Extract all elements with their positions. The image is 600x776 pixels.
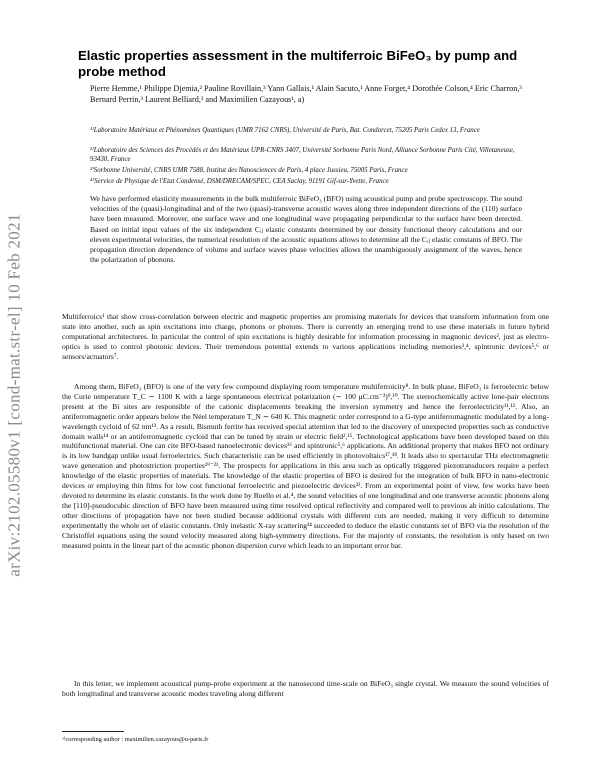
affiliation-2: ²⁾Laboratoire des Sciences des Procédés et des Matériaux UPR-CNRS 3407, Université Sorbonne Paris Nord, Alliance Sorbonne Paris Cité, Villetaneuse, 93430, France: [90, 147, 515, 163]
paragraph-intro: Multiferroics¹ that show cross-correlation between electric and magnetic properties are promising materials for devices that transform information from one state into another, such as spin excitations into charge, phonons or photons. There is currently an emerging trend to use these materials in future hybrid computational architectures. In particular the control of spin excitations is highly desirable for information processing in magnonic devices², just as electro-optics is used to control photonic devices. Their tremendous potential extends to various applications including memories³,⁴, spintronic devices⁵,⁶ or sensors/actuators⁷.: [62, 312, 549, 361]
footnote-corresponding-author: ᵃ⁾corresponding author : maximilien.cazayous@u-paris.fr: [62, 736, 209, 743]
affiliation-1: ¹⁾Laboratoire Matériaux et Phénomènes Quantiques (UMR 7162 CNRS), Université de Paris, Bat. Condorcet, 75205 Paris Cedex 13, France: [90, 127, 480, 134]
arxiv-identifier: [4, 160, 26, 630]
paragraph-letter: In this letter, we implement acoustical pump-probe experiment at the nanosecond time-scale on BiFeO₃ single crystal. We measure the sound velocities of both longitudinal and transverse acoustic modes traveling along different: [62, 679, 549, 698]
abstract: We have performed elasticity measurements in the bulk multiferroic BiFeO₃ (BFO) using acoustical pump and probe spectroscopy. The sound velocities of the (quasi)-longitudinal and of the two (quasi)-transverse acoustic waves along three independent directions of the (110) surface have been measured. Moreover, one surface wave and one longitudinal wave propagating perpendicular to the surface have been detected. Based on initial input values of the six independent Cᵢⱼ elastic constants determined by our density functional theory calculations and our eleven experimental velocities, the numerical resolution of the acoustic equations allows to determine all the Cᵢⱼ elastic constants of BFO. The propagation direction dependence of volume and surface waves phase velocities allows the unambiguously assignment of the waves, hence the polarization of phonons.: [90, 194, 522, 265]
author-list: Pierre Hemme,¹ Philippe Djemia,² Pauline Rovillain,³ Yann Gallais,¹ Alain Sacuto,¹ Anne Forget,⁴ Dorothée Colson,⁴ Eric Charron,³ Bernard Perrin,³ Laurent Belliard,³ and Maximilien Cazayous¹, a): [90, 84, 522, 104]
arxiv-identifier-text: arXiv:2102.05580v1 [cond-mat.str-el] 10 Feb 2021: [5, 213, 25, 577]
affiliation-3: ³⁾Sorbonne Université, CNRS UMR 7588, Institut des Nanosciences de Paris, 4 place Jussieu, 75005 Paris, France: [90, 167, 408, 174]
paper-title: Elastic properties assessment in the multiferroic BiFeO₃ by pump and probe method: [78, 48, 518, 79]
paragraph-bfo: Among them, BiFeO₃ (BFO) is one of the very few compound displaying room temperature multiferroicity⁸. In bulk phase, BiFeO₃ is ferroelectric below the Curie temperature T_C ∼ 1100 K with a large spontaneous electrical polarization (∼ 100 μC.cm⁻²)⁹,¹⁰. The stereochemically active lone-pair electrons present at the Bi sites are responsible of the cationic displacements breaking the inversion symmetry and hence the ferroelectricity¹¹,¹². Also, an antiferromagnetic order appears below the Néel temperature T_N ∼ 640 K. This magnetic order correspond to a G-type antiferromagnetic modulated by a long-wavelength cycloid of 62 nm¹³. As a result, Bismuth ferrite has received special attention that led to the discovery of unexpected properties such as conductive domain walls¹⁴ or an antiferromagnetic cycloid that can be tuned by strain or electric field²,¹⁵. Technological applications have been developed based on this multifunctional material. One can cite BFO-based nanoelectronic devices¹⁶ and spintronic⁵,⁶ applications. An additional property that makes BFO not ordinary is its low bandgap unlike usual ferroelectrics. Such characteristic can be used efficiently in photovoltaics¹⁷,¹⁸. It leads also to spectacular THz electromagnetic wave generation and photostriction properties¹⁹⁻²¹. The prospects for applications in this area such as optically triggered piezotransducers require a perfect knowledge of the elastic properties of materials. The knowledge of the elastic properties of BFO is desired for the integration of bulk BFO in nano-electronic devices or employing thin films for low cost functional ferroelectric and piezoelectric devices²². From an experimental point of view, few works have been devoted to determine its elastic constants. In the work done by Ruello et al.⁴, the sound velocities of one longitudinal and one transverse acoustic phonons along the [110]-pseudocubic direction of BFO have been measured using time resolved optical reflectivity and compared well to previous ab initio calculations. The other directions of propagation have not been studied because additional crystals with different cuts are needed, making it very difficult to determine experimentally the whole set of elastic constants. Only inelastic X-ray scattering²⁴ succeeded to deduce the elastic constants set of BFO via the resolution of the Christoffel equations using the sound velocity measured along high-symmetry directions. For the majority of constants, the resolution is only based on two measured points in the linear part of the acoustic phonon dispersion curve which leads to an important error bar.: [62, 382, 549, 550]
affiliation-4: ⁴⁾Service de Physique de l'Etat Condensé, DSM/DRECAM/SPEC, CEA Saclay, 91191 Gif-sur-Yvette, France: [90, 178, 389, 185]
footnote-rule: [62, 731, 124, 732]
